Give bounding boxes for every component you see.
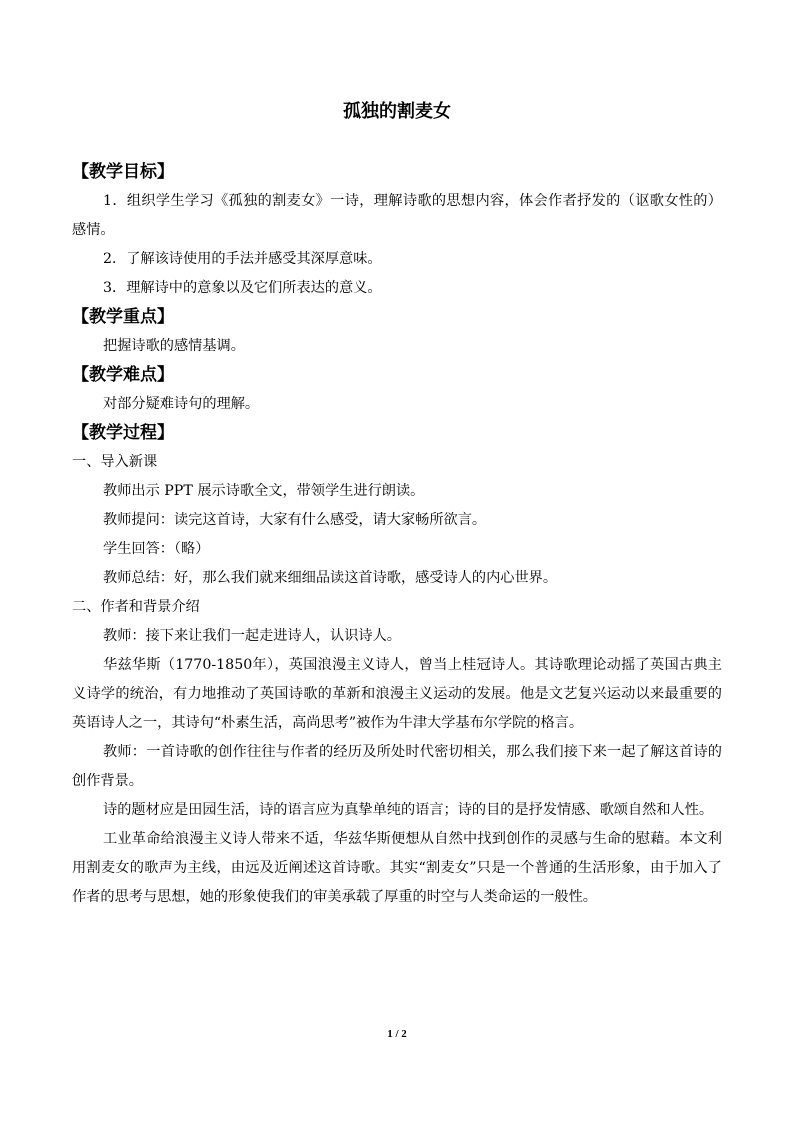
page-number: 1 / 2 [387,1028,407,1040]
part1-para-2: 教师提问：读完这首诗，大家有什么感受，请大家畅所欲言。 [103,512,487,528]
part2-para-4: 诗的题材应是田园生活，诗的语言应为真挚单纯的语言；诗的目的是抒发情感、歌颂自然和人性。 [103,802,714,818]
part2-para-5: 工业革命给浪漫主义诗人带来不适，华兹华斯便想从自然中找到创作的灵感与生命的慰藉。本文利用割麦女的歌声为主线，由远及近阐述这首诗歌。其实“割麦女”只是一个普通的生活形象，由于加入了作者的思考与思想，她的形象使我们的审美承载了厚重的时空与人类命运的一般性。 [72,831,722,905]
process-heading: 【教学过程】 [72,423,174,443]
objectives-heading: 【教学目标】 [72,162,174,182]
part1-para-1: 教师出示 PPT 展示诗歌全文，带领学生进行朗读。 [103,483,425,499]
part2-para-3: 教师：一首诗歌的创作往往与作者的经历及所处时代密切相关，那么我们接下来一起了解这首诗的创作背景。 [72,744,722,789]
process-part1-title: 一、导入新课 [72,454,158,470]
difficulties-text: 对部分疑难诗句的理解。 [103,396,260,412]
part1-para-4: 教师总结：好，那么我们就来细细品读这首诗歌，感受诗人的内心世界。 [103,570,558,586]
part1-para-3: 学生回答：（略） [103,541,210,557]
key-points-heading: 【教学重点】 [72,307,174,327]
document-title: 孤独的割麦女 [343,101,451,122]
key-points-text: 把握诗歌的感情基调。 [103,338,245,354]
objective-item-2: 2．了解该诗使用的手法并感受其深厚意味。 [103,251,382,267]
difficulties-heading: 【教学难点】 [72,365,174,385]
part2-para-1: 教师：接下来让我们一起走进诗人，认识诗人。 [103,628,401,644]
part2-para-2: 华兹华斯（1770-1850年），英国浪漫主义诗人，曾当上桂冠诗人。其诗歌理论动摇了英国古典主义诗学的统治，有力地推动了英国诗歌的革新和浪漫主义运动的发展。他是文艺复兴运动以来最重要的英语诗人之一，其诗句“朴素生活，高尚思考”被作为牛津大学基布尔学院的格言。 [72,657,722,731]
objective-item-1: 1．组织学生学习《孤独的割麦女》一诗，理解诗歌的思想内容，体会作者抒发的（讴歌女性的）感情。 [72,193,722,238]
document-body [72,158,722,912]
process-part2-title: 二、作者和背景介绍 [72,599,200,615]
objective-item-3: 3．理解诗中的意象以及它们所表达的意义。 [103,280,382,296]
